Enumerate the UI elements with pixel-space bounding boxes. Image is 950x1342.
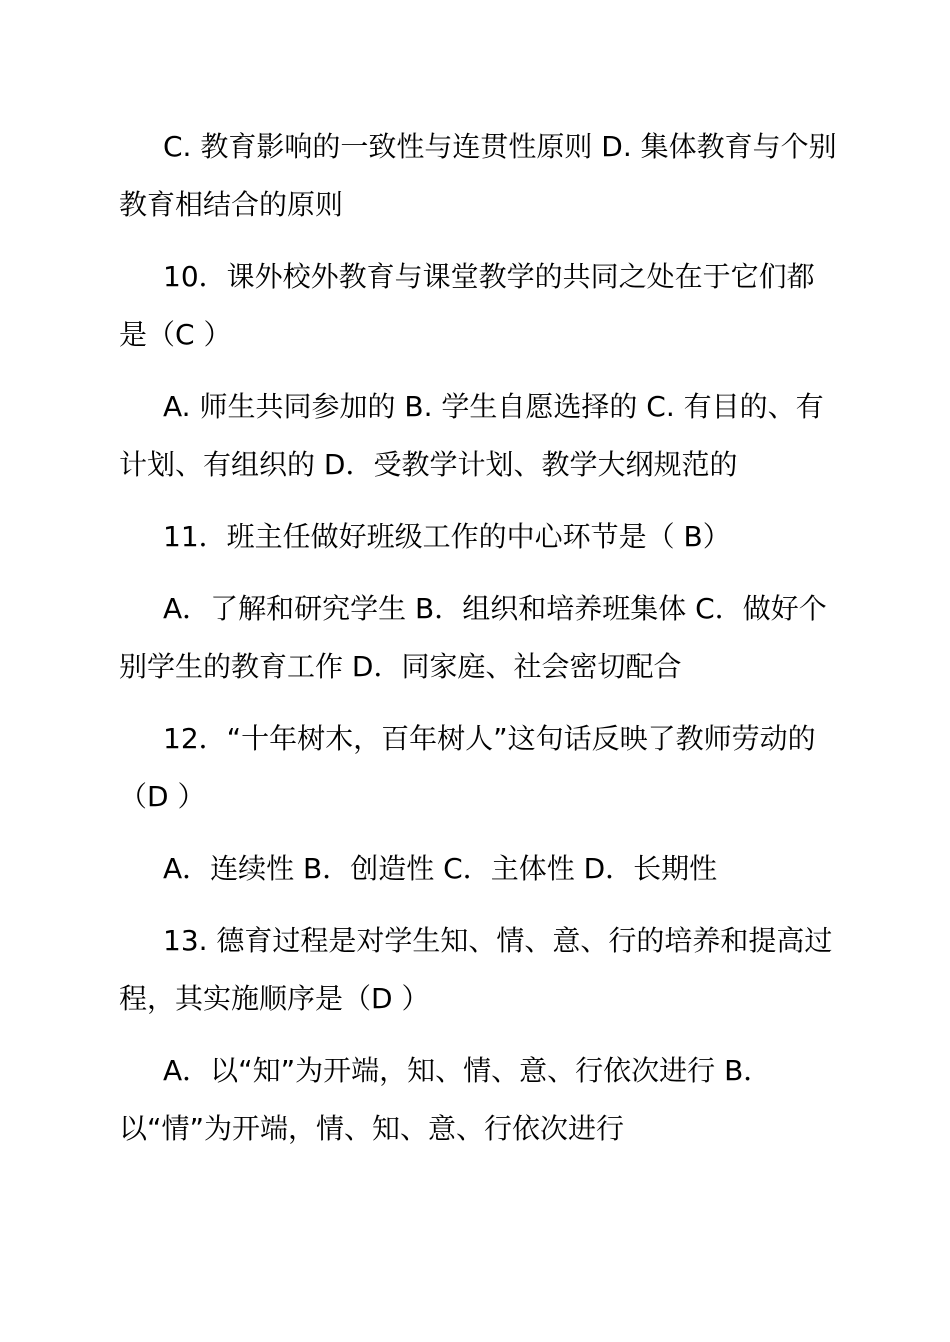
question-11: 11．班主任做好班级工作的中心环节是（ B） bbox=[163, 520, 731, 553]
question-11-options: A．了解和研究学生 B．组织和培养班集体 C．做好个别学生的教育工作 D．同家庭、社会密切配合 bbox=[119, 592, 827, 683]
question-13-options: A．以“知”为开端，知、情、意、行依次进行 B．以“情”为开端，情、知、意、行依次进行 bbox=[119, 1054, 772, 1145]
paragraph-option-c-d: C. 教育影响的一致性与连贯性原则 D. 集体教育与个别教育相结合的原则 bbox=[119, 130, 837, 221]
document-body bbox=[119, 118, 839, 1172]
question-10: 10．课外校外教育与课堂教学的共同之处在于它们都是（C ） bbox=[119, 260, 815, 351]
question-12-options: A．连续性 B．创造性 C．主体性 D．长期性 bbox=[163, 852, 718, 885]
question-13: 13. 德育过程是对学生知、情、意、行的培养和提高过程，其实施顺序是（D ） bbox=[119, 924, 833, 1015]
question-12: 12．“十年树木，百年树人”这句话反映了教师劳动的（D ） bbox=[119, 722, 816, 813]
question-10-options: A. 师生共同参加的 B. 学生自愿选择的 C. 有目的、有计划、有组织的 D．受教学计划、教学大纲规范的 bbox=[119, 390, 824, 481]
